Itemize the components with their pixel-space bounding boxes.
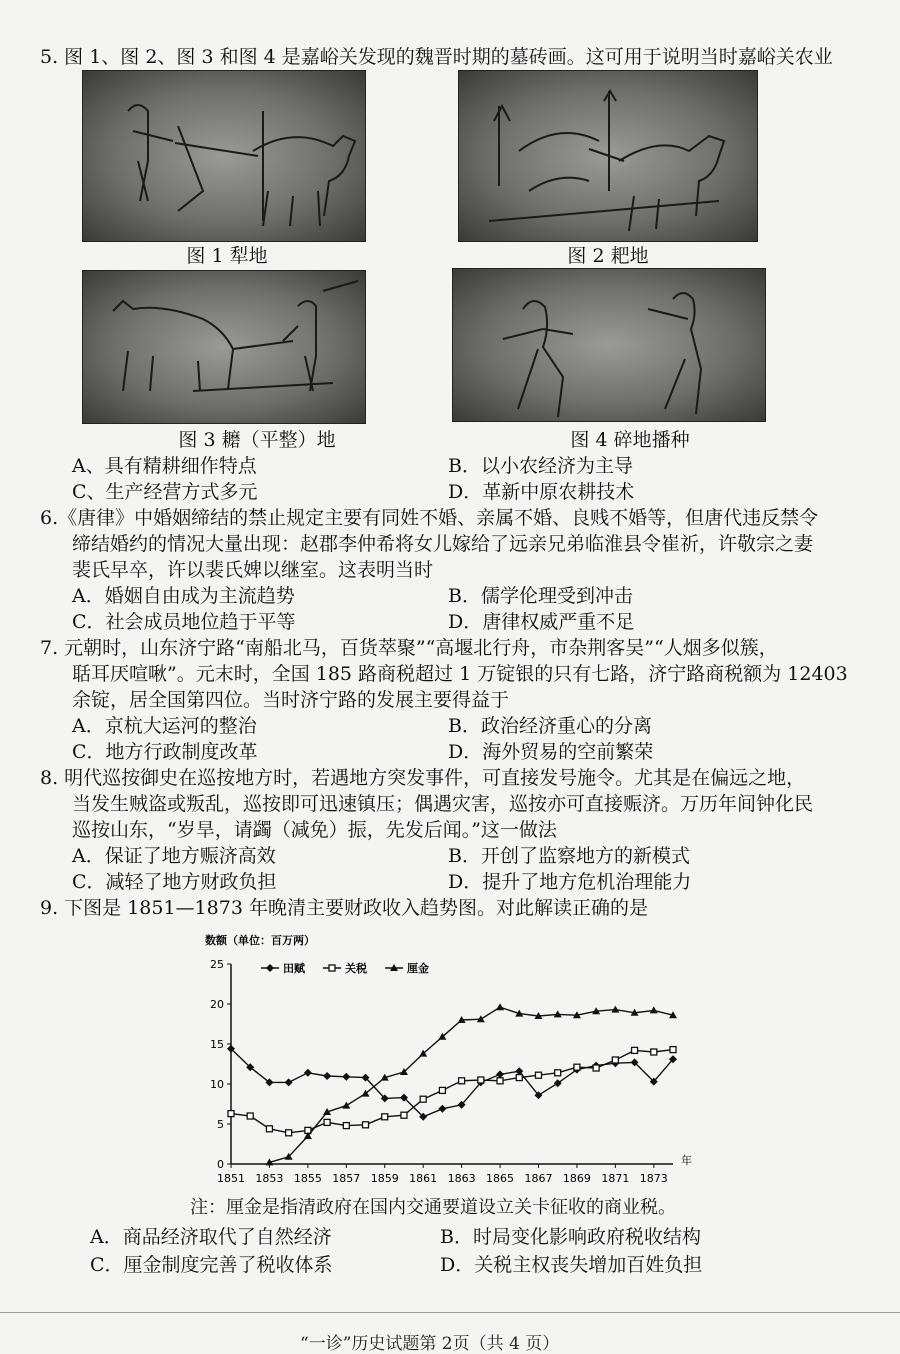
- chart-point-tianfu: [323, 1072, 331, 1080]
- chart-point-guanshui: [574, 1064, 580, 1070]
- figure-3-caption: 图 3 耱（平整）地: [178, 429, 336, 451]
- chart-x-axis-label: 年: [681, 1154, 692, 1167]
- q9-stem-line: 9. 下图是 1851—1873 年晚清主要财政收入趋势图。对此解读正确的是: [40, 897, 648, 919]
- chart-y-tick-label: 15: [210, 1038, 224, 1051]
- chart-point-guanshui: [247, 1113, 253, 1119]
- figure-3-leveling-image: [82, 270, 366, 424]
- fiscal-revenue-chart: [195, 930, 715, 1192]
- chart-x-tick-label: 1855: [293, 1172, 322, 1185]
- chart-point-guanshui: [329, 965, 335, 971]
- q8-stem-line-1: 8. 明代巡按御史在巡按地方时，若遇地方突发事件，可直接发号施令。尤其是在偏远之地，: [40, 767, 806, 789]
- chart-x-tick-label: 1851: [217, 1172, 245, 1185]
- footer-divider: [0, 1312, 900, 1313]
- chart-legend-label: 关税: [345, 962, 367, 975]
- q7-option-b[interactable]: B．政治经济重心的分离: [448, 715, 652, 737]
- chart-point-guanshui: [324, 1119, 330, 1125]
- q7-stem-line-2: 聒耳厌喧啾”。元末时，全国 185 路商税超过 1 万锭银的只有七路，济宁路商税额为 12403: [72, 663, 848, 685]
- figure-4-caption: 图 4 碎地播种: [570, 429, 690, 451]
- chart-point-lijin: [611, 1006, 619, 1013]
- chart-point-guanshui: [459, 1078, 465, 1084]
- q7-option-d[interactable]: D．海外贸易的空前繁荣: [448, 741, 654, 763]
- chart-point-guanshui: [497, 1078, 503, 1084]
- q9-option-d[interactable]: D．关税主权丧失增加百姓负担: [440, 1254, 703, 1276]
- chart-point-guanshui: [228, 1111, 234, 1117]
- chart-y-tick-label: 10: [210, 1078, 224, 1091]
- chart-point-guanshui: [632, 1047, 638, 1053]
- figure-4-sowing-image: [452, 268, 766, 422]
- chart-point-guanshui: [286, 1130, 292, 1136]
- q6-option-d[interactable]: D．唐律权威严重不足: [448, 611, 635, 633]
- chart-point-lijin: [496, 1003, 504, 1010]
- page-footer: “一诊”历史试题第 2页（共 4 页）: [300, 1334, 560, 1354]
- figure-1-caption: 图 1 犁地: [186, 245, 268, 267]
- q5-stem-line: 5. 图 1、图 2、图 3 和图 4 是嘉峪关发现的魏晋时期的墓砖画。这可用于说明当时嘉峪关农业: [40, 46, 833, 68]
- chart-series-guanshui-line: [231, 1050, 673, 1133]
- chart-point-lijin: [650, 1006, 658, 1013]
- chart-point-guanshui: [382, 1114, 388, 1120]
- chart-point-tianfu: [438, 1105, 446, 1113]
- chart-svg: [195, 930, 715, 1192]
- chart-x-tick-label: 1863: [447, 1172, 476, 1185]
- sowing-drawing: [453, 269, 765, 421]
- chart-x-tick-label: 1857: [332, 1172, 361, 1185]
- chart-x-tick-label: 1865: [486, 1172, 515, 1185]
- chart-y-axis-label: 数额（单位：百万两）: [205, 934, 315, 947]
- figure-1-plowing-image: [82, 70, 366, 242]
- chart-point-guanshui: [420, 1096, 426, 1102]
- chart-x-tick-label: 1853: [255, 1172, 284, 1185]
- q8-option-c[interactable]: C．减轻了地方财政负担: [72, 871, 277, 893]
- chart-point-guanshui: [593, 1065, 599, 1071]
- chart-point-guanshui: [266, 1126, 272, 1132]
- q7-stem-line-3: 余锭，居全国第四位。当时济宁路的发展主要得益于: [72, 689, 510, 711]
- chart-point-tianfu: [342, 1073, 350, 1081]
- q6-stem-line-2: 缔结婚约的情况大量出现：赵郡李仲希将女儿嫁给了远亲兄弟临淮县令崔祈，许敬宗之妻: [72, 533, 814, 555]
- q9-option-c[interactable]: C．厘金制度完善了税收体系: [90, 1254, 333, 1276]
- q7-stem-line-1: 7. 元朝时，山东济宁路“南船北马，百货萃聚”“高堰北行舟，市杂荆客吴”“人烟多似簇，: [40, 637, 778, 659]
- q6-option-c[interactable]: C．社会成员地位趋于平等: [72, 611, 296, 633]
- q5-option-a[interactable]: A、具有精耕细作特点: [72, 455, 257, 477]
- chart-point-guanshui: [535, 1072, 541, 1078]
- chart-point-guanshui: [478, 1077, 484, 1083]
- chart-x-tick-label: 1859: [370, 1172, 399, 1185]
- chart-x-tick-label: 1871: [601, 1172, 630, 1185]
- chart-y-tick-label: 25: [210, 958, 224, 971]
- q8-stem-line-2: 当发生贼盗或叛乱，巡按即可迅速镇压；偶遇灾害，巡按亦可直接赈济。万历年间钟化民: [72, 793, 814, 815]
- chart-point-tianfu: [266, 964, 274, 972]
- q5-option-b[interactable]: B．以小农经济为主导: [448, 455, 633, 477]
- q5-option-c[interactable]: C、生产经营方式多元: [72, 481, 258, 503]
- chart-x-tick-label: 1867: [524, 1172, 553, 1185]
- q7-option-c[interactable]: C．地方行政制度改革: [72, 741, 258, 763]
- chart-point-guanshui: [439, 1087, 445, 1093]
- chart-y-tick-label: 0: [217, 1158, 224, 1171]
- chart-point-guanshui: [612, 1057, 618, 1063]
- figure-2-harrowing-image: [458, 70, 758, 242]
- chart-x-tick-label: 1861: [409, 1172, 438, 1185]
- chart-point-guanshui: [555, 1070, 561, 1076]
- leveling-drawing: [83, 271, 365, 423]
- q6-stem-line-1: 6.《唐律》中婚姻缔结的禁止规定主要有同姓不婚、亲属不婚、良贱不婚等，但唐代违反禁令: [40, 507, 819, 529]
- q6-stem-line-3: 裴氏早卒，许以裴氏婢以继室。这表明当时: [72, 559, 434, 581]
- q8-option-d[interactable]: D．提升了地方危机治理能力: [448, 871, 692, 893]
- q9-option-b[interactable]: B．时局变化影响政府税收结构: [440, 1226, 701, 1248]
- q6-option-a[interactable]: A．婚姻自由成为主流趋势: [72, 585, 295, 607]
- q8-stem-line-3: 巡按山东，“岁旱，请蠲（减免）振，先发后闻。”这一做法: [72, 819, 557, 841]
- chart-x-tick-label: 1873: [639, 1172, 668, 1185]
- chart-x-tick-label: 1869: [562, 1172, 591, 1185]
- chart-point-guanshui: [363, 1122, 369, 1128]
- q8-option-a[interactable]: A．保证了地方赈济高效: [72, 845, 276, 867]
- chart-point-guanshui: [651, 1049, 657, 1055]
- chart-point-guanshui: [401, 1112, 407, 1118]
- q7-option-a[interactable]: A．京杭大运河的整治: [72, 715, 257, 737]
- chart-point-guanshui: [670, 1047, 676, 1053]
- q6-option-b[interactable]: B．儒学伦理受到冲击: [448, 585, 633, 607]
- chart-series-tianfu-line: [231, 1049, 673, 1117]
- figure-2-caption: 图 2 耙地: [567, 245, 649, 267]
- chart-point-tianfu: [304, 1069, 312, 1077]
- chart-point-guanshui: [343, 1123, 349, 1129]
- chart-y-tick-label: 20: [210, 998, 224, 1011]
- chart-series-lijin-line: [269, 1007, 673, 1162]
- harrowing-drawing: [459, 71, 757, 241]
- q9-chart-note: 注：厘金是指清政府在国内交通要道设立关卡征收的商业税。: [190, 1197, 676, 1218]
- plowing-drawing: [83, 71, 365, 241]
- q8-option-b[interactable]: B．开创了监察地方的新模式: [448, 845, 690, 867]
- q9-option-a[interactable]: A．商品经济取代了自然经济: [90, 1226, 332, 1248]
- chart-legend-label: 田赋: [283, 962, 305, 975]
- q5-option-d[interactable]: D．革新中原农耕技术: [448, 481, 635, 503]
- chart-point-tianfu: [285, 1078, 293, 1086]
- chart-y-tick-label: 5: [217, 1118, 224, 1131]
- chart-legend-label: 厘金: [407, 962, 429, 975]
- chart-point-guanshui: [516, 1075, 522, 1081]
- chart-point-lijin: [342, 1102, 350, 1109]
